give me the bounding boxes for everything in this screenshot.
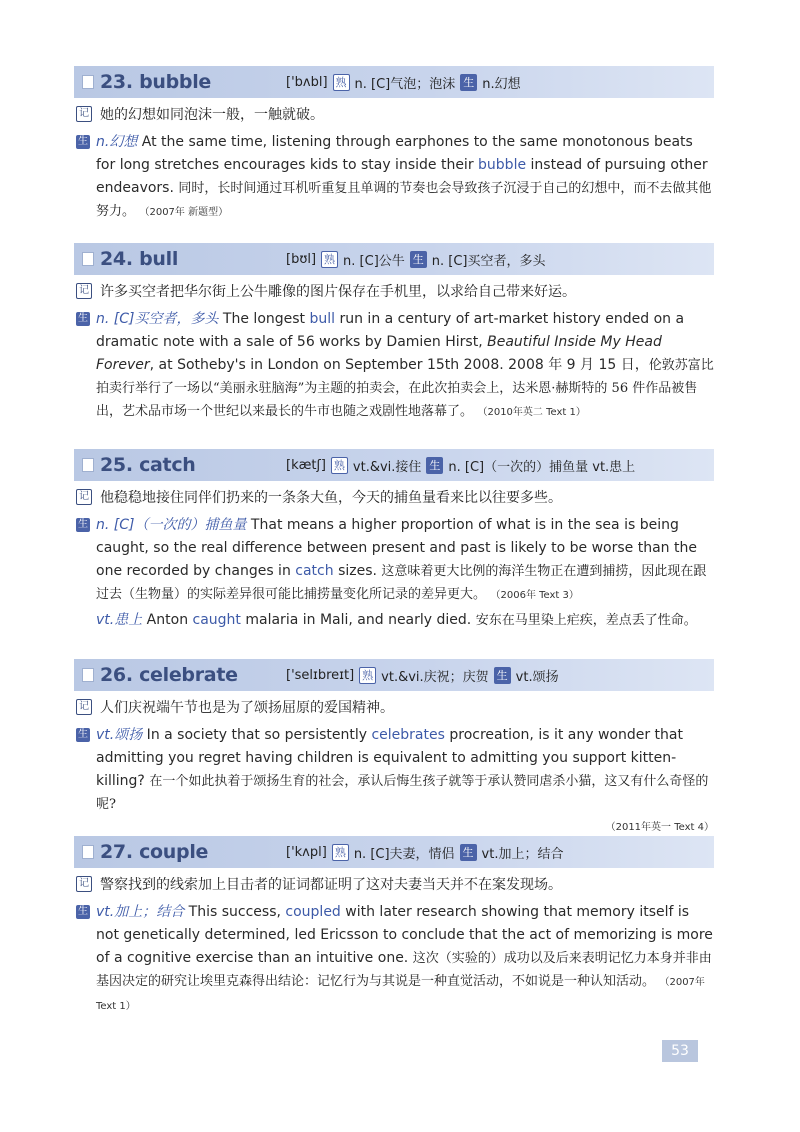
entry-definitions	[286, 666, 559, 685]
unfamiliar-tag-icon: 生	[460, 844, 477, 861]
example-chinese: 这次（实验的）成功	[412, 951, 530, 966]
example-chinese-cont: 疟疾，差点丢了性命。	[566, 613, 697, 628]
familiar-definition: n. [C]气泡；泡沫	[354, 76, 456, 92]
example-title: Beautiful Inside My Head Forever	[96, 334, 662, 373]
example-text	[96, 308, 714, 424]
example-highlight: bull	[309, 311, 336, 327]
example-source: （2007年 新题型）	[139, 207, 229, 218]
unfamiliar-tag-icon: 生	[426, 457, 443, 474]
example-label: vt.患上	[96, 612, 143, 628]
example-text	[96, 901, 714, 1018]
entry-bull	[74, 243, 714, 424]
example-english-cont: instead of pursuing other endeavors.	[96, 157, 708, 196]
example-source: （2007年 Text 1）	[96, 977, 705, 1012]
entry-header	[74, 836, 714, 868]
example-chinese-cont: 后来表明记忆力本身并非由基因决定的研究让埃里克森得出结论：记忆行为与其说是一种直觉活动，不如说是一种认知活动。	[96, 951, 712, 989]
entry-couple	[74, 836, 714, 1018]
familiar-tag-icon: 熟	[332, 844, 349, 861]
example-english-cont: with later research showing that memory itself is not genetically determined, led Ericsson to conclude that the act of memorizing is more of a cognitive exercise than an intuitive one.	[96, 904, 713, 966]
phonetic: [kætʃ]	[286, 457, 326, 473]
entry-definitions	[286, 843, 563, 862]
unfamiliar-sense-icon: 生	[78, 136, 88, 147]
entry-word: 24. bull	[100, 248, 179, 270]
example-english-cont: malaria in Mali, and nearly died.	[240, 612, 476, 628]
example-block	[76, 514, 714, 607]
memo-text: 许多买空者把华尔街上公牛雕像的图片保存在手机里，以求给自己带来好运。	[100, 284, 576, 300]
example-label: n. [C]买空者，多头	[96, 311, 219, 327]
familiar-tag-icon: 熟	[331, 457, 348, 474]
memo-line	[76, 489, 714, 507]
example-chinese: 这意味着更大比例的海洋生物正在遭到捕捞，因此现在跟过去（生物量）的实际差异很可能比	[96, 564, 707, 602]
familiar-tag-icon: 熟	[333, 74, 350, 91]
example-english-cont: sizes.	[333, 563, 382, 579]
entry-definitions	[286, 250, 546, 269]
entry-definitions	[286, 456, 635, 475]
example-highlight: caught	[192, 612, 241, 628]
familiar-tag-icon: 熟	[321, 251, 338, 268]
memo-icon: 记	[76, 876, 92, 892]
unfamiliar-tag-icon: 生	[460, 74, 477, 91]
entry-word: 27. couple	[100, 841, 209, 863]
memo-line	[76, 876, 714, 894]
phonetic: ['bʌbl]	[286, 74, 328, 90]
example-chinese-highlight: 以及	[529, 951, 556, 966]
unfamiliar-tag-icon: 生	[494, 667, 511, 684]
phonetic: ['kʌpl]	[286, 844, 327, 860]
example-chinese-cont: 生育的社会，承认后悔生孩子就等于承认赞同虐杀小猫，这又有什么奇怪的呢?	[96, 774, 709, 812]
example-chinese-highlight: 幻想	[581, 181, 608, 196]
example-english: This success,	[184, 904, 286, 920]
page-number: 53	[662, 1040, 698, 1062]
checkbox-icon	[82, 458, 94, 472]
unfamiliar-sense-icon: 生	[78, 313, 88, 324]
example-highlight: bubble	[478, 157, 527, 173]
example-chinese-cont: 中，而不去做其他努力。	[96, 181, 712, 219]
entry-header	[74, 243, 714, 275]
example-chinese: 伦敦苏富比拍卖行举行了一场以“美丽永驻脑海”为主题的拍卖会，在此次拍卖会上，达米恩·赫斯特的 56 件作品被售出，艺术品市场一个世纪以来最长的牛市也随之戏剧性地落幕了。	[96, 358, 714, 419]
memo-icon: 记	[76, 489, 92, 505]
memo-line	[76, 283, 714, 301]
example-english: That means a higher proportion of what is in the sea is being caught, so the real difference between present and past is likely to be worse than the one recorded by changes in	[96, 517, 697, 579]
phonetic: [bʊl]	[286, 251, 317, 267]
entry-header	[74, 449, 714, 481]
familiar-definition: n. [C]公牛	[343, 253, 405, 269]
example-english: The longest	[218, 311, 310, 327]
example-label: n. [C]（一次的）捕鱼量	[96, 517, 247, 533]
example-block	[76, 724, 714, 816]
entry-word: 23. bubble	[100, 71, 212, 93]
example-english-cont2: , at Sotheby's in London on September 15th 2008. 2008 年 9 月 15 日，	[149, 357, 649, 373]
entry-header	[74, 66, 714, 98]
unfamiliar-definition: n. [C]买空者，多头	[431, 253, 546, 269]
memo-text: 警察找到的线索加上目击者的证词都证明了这对夫妻当天并不在案发现场。	[100, 877, 562, 893]
memo-icon: 记	[76, 699, 92, 715]
checkbox-icon	[82, 75, 94, 89]
example-chinese: 同时，长时间通过耳机听重复且单调的节奏也会导致孩子沉浸于自己的	[178, 181, 582, 196]
example-chinese: 在一个如此执着于	[149, 774, 254, 789]
example-highlight: celebrates	[371, 727, 445, 743]
example-label: vt.加上；结合	[96, 904, 185, 920]
example-source: （2011年英一 Text 4）	[605, 822, 714, 833]
example-label: n.幻想	[96, 134, 138, 150]
unfamiliar-definition: n.幻想	[482, 76, 521, 92]
example-block	[76, 131, 714, 224]
memo-text: 她的幻想如同泡沫一般，一触就破。	[100, 107, 324, 123]
entry-catch	[74, 449, 714, 632]
example-english-cont: run in a century of art-market history ended on a dramatic note with a sale of 56 works by Damien Hirst,	[96, 311, 685, 350]
example-highlight: catch	[295, 563, 334, 579]
memo-line	[76, 106, 714, 124]
memo-icon: 记	[76, 106, 92, 122]
checkbox-icon	[82, 845, 94, 859]
example-english: In a society that so persistently	[142, 727, 372, 743]
entry-definitions	[286, 73, 521, 92]
phonetic: ['selɪbreɪt]	[286, 667, 355, 683]
unfamiliar-definition: n. [C]（一次的）捕鱼量 vt.患上	[448, 459, 636, 475]
entry-header	[74, 659, 714, 691]
example-source: （2006年 Text 3）	[490, 590, 579, 601]
example-block-2	[96, 609, 714, 632]
unfamiliar-definition: vt.颂扬	[515, 669, 559, 685]
checkbox-icon	[82, 668, 94, 682]
example-block	[76, 308, 714, 424]
example-text	[96, 724, 714, 816]
example-english: Anton	[142, 612, 193, 628]
example-text	[96, 131, 714, 224]
familiar-definition: vt.&vi.庆祝；庆贺	[381, 669, 489, 685]
example-highlight: coupled	[285, 904, 341, 920]
example-block	[76, 901, 714, 1018]
familiar-definition: n. [C]夫妻，情侣	[353, 846, 455, 862]
checkbox-icon	[82, 252, 94, 266]
unfamiliar-sense-icon: 生	[78, 906, 88, 917]
entry-bubble	[74, 66, 714, 224]
unfamiliar-tag-icon: 生	[410, 251, 427, 268]
entry-word: 26. celebrate	[100, 664, 238, 686]
familiar-tag-icon: 熟	[359, 667, 376, 684]
unfamiliar-sense-icon: 生	[78, 729, 88, 740]
entry-celebrate	[74, 659, 714, 833]
memo-line	[76, 699, 714, 717]
example-label: vt.颂扬	[96, 727, 143, 743]
familiar-definition: vt.&vi.接住	[352, 459, 422, 475]
example-chinese-highlight: 颂扬	[253, 774, 280, 789]
example-english: At the same time, listening through earphones to the same monotonous beats for long stretches encourages kids to stay inside their	[96, 134, 693, 173]
memo-text: 人们庆祝端午节也是为了颂扬屈原的爱国精神。	[100, 700, 394, 716]
example-chinese: 安东在马里	[475, 613, 541, 628]
example-chinese-highlight: 捕捞量	[304, 587, 344, 602]
entry-word: 25. catch	[100, 454, 196, 476]
memo-icon: 记	[76, 283, 92, 299]
example-chinese-cont: 变化所记录的差异更大。	[343, 587, 487, 602]
unfamiliar-sense-icon: 生	[78, 519, 88, 530]
example-text	[96, 514, 714, 607]
unfamiliar-definition: vt.加上；结合	[481, 846, 564, 862]
example-source: （2010年英二 Text 1）	[477, 407, 586, 418]
example-chinese-highlight: 染上	[540, 613, 567, 628]
memo-text: 他稳稳地接住同伴们扔来的一条条大鱼，今天的捕鱼量看来比以往要多些。	[100, 490, 562, 506]
example-english-cont: procreation, is it any wonder that admitting you regret having children is equivalent to admitting you support kitten-killing?	[96, 727, 683, 789]
